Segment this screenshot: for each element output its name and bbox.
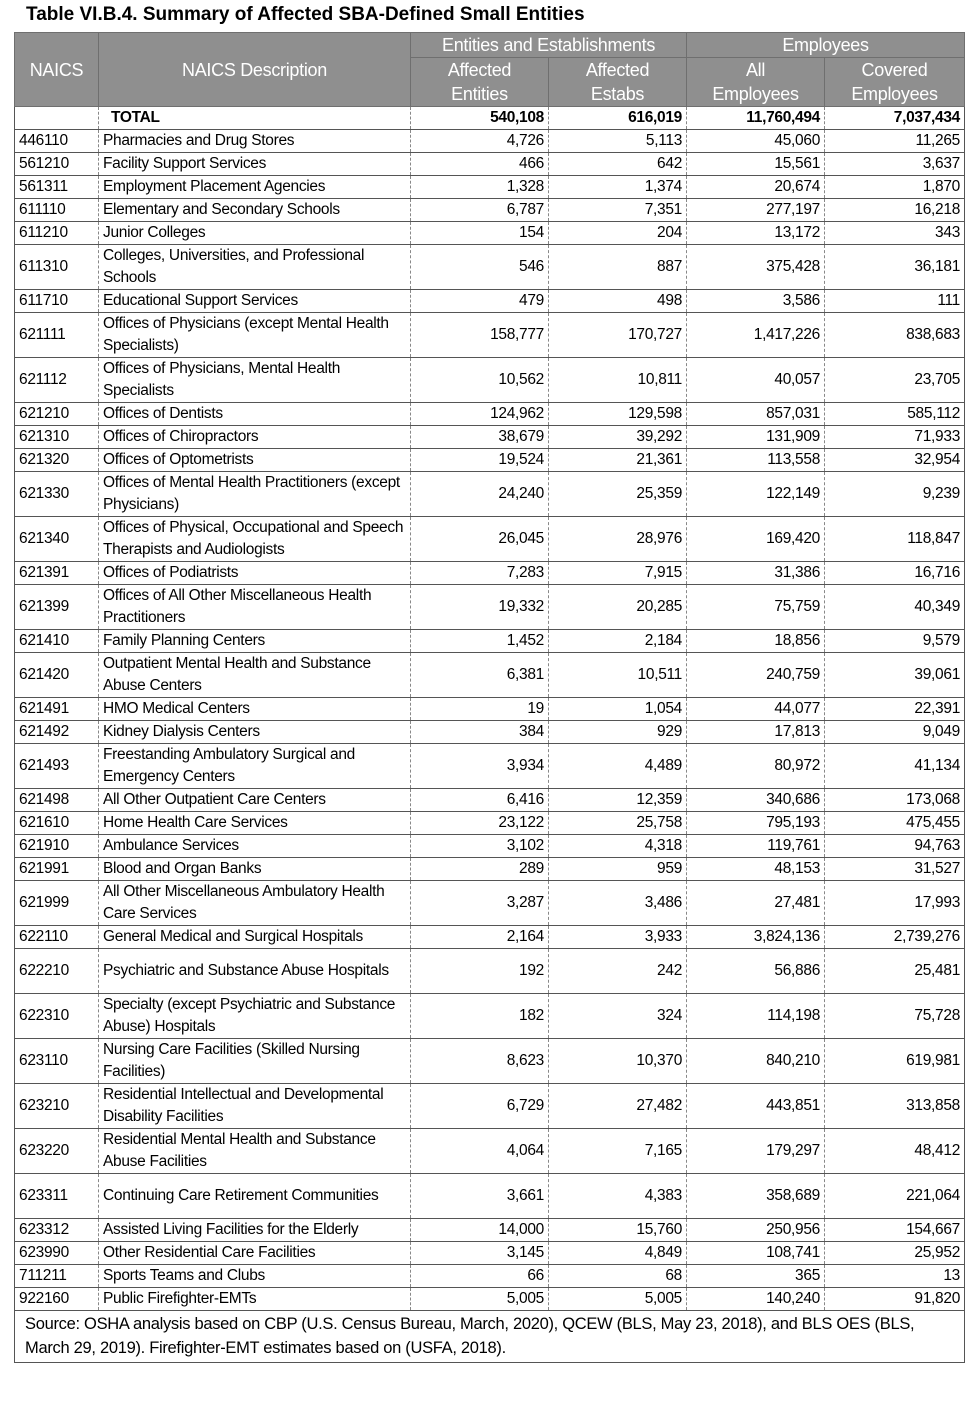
affected-entities: 3,661 bbox=[411, 1174, 549, 1219]
all-employees: 340,686 bbox=[687, 789, 825, 812]
covered-employees: 118,847 bbox=[825, 517, 965, 562]
covered-employees: 36,181 bbox=[825, 245, 965, 290]
affected-entities: 384 bbox=[411, 721, 549, 744]
covered-employees: 32,954 bbox=[825, 449, 965, 472]
header-naics-description: NAICS Description bbox=[99, 33, 411, 107]
table-row bbox=[15, 1129, 965, 1174]
table-row bbox=[15, 130, 965, 153]
affected-estabs: 959 bbox=[549, 858, 687, 881]
table-row bbox=[15, 199, 965, 222]
covered-employees: 154,667 bbox=[825, 1219, 965, 1242]
affected-estabs: 5,005 bbox=[549, 1288, 687, 1311]
covered-employees: 3,637 bbox=[825, 153, 965, 176]
naics-description: Family Planning Centers bbox=[99, 630, 411, 653]
affected-estabs: 4,383 bbox=[549, 1174, 687, 1219]
naics-description: Elementary and Secondary Schools bbox=[99, 199, 411, 222]
all-employees: 44,077 bbox=[687, 698, 825, 721]
table-row bbox=[15, 1174, 965, 1219]
naics-code: 621112 bbox=[15, 358, 99, 403]
table-row bbox=[15, 835, 965, 858]
total-label: TOTAL bbox=[99, 107, 411, 130]
naics-description: Residential Mental Health and Substance Abuse Facilities bbox=[99, 1129, 411, 1174]
naics-code: 621999 bbox=[15, 881, 99, 926]
naics-description: Sports Teams and Clubs bbox=[99, 1265, 411, 1288]
naics-code: 611310 bbox=[15, 245, 99, 290]
table-row bbox=[15, 403, 965, 426]
naics-description: Public Firefighter-EMTs bbox=[99, 1288, 411, 1311]
affected-estabs: 7,915 bbox=[549, 562, 687, 585]
naics-code: 611210 bbox=[15, 222, 99, 245]
affected-estabs: 242 bbox=[549, 949, 687, 994]
naics-code: 623990 bbox=[15, 1242, 99, 1265]
all-employees: 131,909 bbox=[687, 426, 825, 449]
affected-entities: 24,240 bbox=[411, 472, 549, 517]
naics-description: Offices of Podiatrists bbox=[99, 562, 411, 585]
naics-code: 623110 bbox=[15, 1039, 99, 1084]
affected-estabs: 28,976 bbox=[549, 517, 687, 562]
table-row bbox=[15, 881, 965, 926]
all-employees: 840,210 bbox=[687, 1039, 825, 1084]
naics-code: 621491 bbox=[15, 698, 99, 721]
affected-estabs: 4,489 bbox=[549, 744, 687, 789]
naics-code: 621420 bbox=[15, 653, 99, 698]
affected-entities: 3,287 bbox=[411, 881, 549, 926]
affected-entities: 26,045 bbox=[411, 517, 549, 562]
affected-entities: 1,452 bbox=[411, 630, 549, 653]
naics-code: 621610 bbox=[15, 812, 99, 835]
affected-entities: 4,726 bbox=[411, 130, 549, 153]
naics-code: 623220 bbox=[15, 1129, 99, 1174]
affected-entities: 3,934 bbox=[411, 744, 549, 789]
naics-description: Continuing Care Retirement Communities bbox=[99, 1174, 411, 1219]
table-row bbox=[15, 245, 965, 290]
all-employees: 1,417,226 bbox=[687, 313, 825, 358]
naics-code: 622310 bbox=[15, 994, 99, 1039]
affected-estabs: 27,482 bbox=[549, 1084, 687, 1129]
affected-entities: 289 bbox=[411, 858, 549, 881]
naics-code: 621910 bbox=[15, 835, 99, 858]
covered-employees: 22,391 bbox=[825, 698, 965, 721]
affected-entities: 6,416 bbox=[411, 789, 549, 812]
table-row bbox=[15, 222, 965, 245]
all-employees: 27,481 bbox=[687, 881, 825, 926]
covered-employees: 23,705 bbox=[825, 358, 965, 403]
all-employees: 113,558 bbox=[687, 449, 825, 472]
naics-code: 621498 bbox=[15, 789, 99, 812]
header-all-employees-line1: All bbox=[687, 58, 825, 83]
table-row bbox=[15, 585, 965, 630]
covered-employees: 13 bbox=[825, 1265, 965, 1288]
table-row bbox=[15, 1288, 965, 1311]
affected-estabs: 2,184 bbox=[549, 630, 687, 653]
all-employees: 20,674 bbox=[687, 176, 825, 199]
naics-description: HMO Medical Centers bbox=[99, 698, 411, 721]
naics-description: Specialty (except Psychiatric and Substance Abuse) Hospitals bbox=[99, 994, 411, 1039]
naics-code: 561311 bbox=[15, 176, 99, 199]
table-row bbox=[15, 1084, 965, 1129]
naics-description: Offices of Physicians (except Mental Health Specialists) bbox=[99, 313, 411, 358]
affected-estabs: 3,486 bbox=[549, 881, 687, 926]
table-row bbox=[15, 1219, 965, 1242]
affected-entities: 1,328 bbox=[411, 176, 549, 199]
affected-entities: 479 bbox=[411, 290, 549, 313]
all-employees: 119,761 bbox=[687, 835, 825, 858]
naics-code: 922160 bbox=[15, 1288, 99, 1311]
header-affected-entities-line2: Entities bbox=[411, 82, 549, 107]
affected-estabs: 12,359 bbox=[549, 789, 687, 812]
table-row bbox=[15, 812, 965, 835]
covered-employees: 111 bbox=[825, 290, 965, 313]
naics-code: 621493 bbox=[15, 744, 99, 789]
naics-code: 621410 bbox=[15, 630, 99, 653]
covered-employees: 2,739,276 bbox=[825, 926, 965, 949]
table-row bbox=[15, 426, 965, 449]
affected-estabs: 25,359 bbox=[549, 472, 687, 517]
affected-entities: 158,777 bbox=[411, 313, 549, 358]
naics-code: 621330 bbox=[15, 472, 99, 517]
total-estabs: 616,019 bbox=[549, 107, 687, 130]
table-row bbox=[15, 358, 965, 403]
affected-estabs: 20,285 bbox=[549, 585, 687, 630]
all-employees: 140,240 bbox=[687, 1288, 825, 1311]
affected-estabs: 1,374 bbox=[549, 176, 687, 199]
naics-description: Junior Colleges bbox=[99, 222, 411, 245]
covered-employees: 221,064 bbox=[825, 1174, 965, 1219]
affected-estabs: 129,598 bbox=[549, 403, 687, 426]
covered-employees: 16,218 bbox=[825, 199, 965, 222]
table-row bbox=[15, 472, 965, 517]
covered-employees: 9,579 bbox=[825, 630, 965, 653]
affected-entities: 38,679 bbox=[411, 426, 549, 449]
summary-table bbox=[14, 32, 965, 1363]
affected-estabs: 5,113 bbox=[549, 130, 687, 153]
table-body bbox=[15, 107, 965, 1311]
table-row bbox=[15, 517, 965, 562]
affected-entities: 7,283 bbox=[411, 562, 549, 585]
source-note: Source: OSHA analysis based on CBP (U.S. Census Bureau, March, 2020), QCEW (BLS, May 23, 2018), and BLS OES (BLS, March 29, 2019). Firefighter-EMT estimates based on (USFA, 2018). bbox=[15, 1311, 965, 1363]
affected-estabs: 929 bbox=[549, 721, 687, 744]
naics-code: 561210 bbox=[15, 153, 99, 176]
affected-entities: 182 bbox=[411, 994, 549, 1039]
table-row bbox=[15, 313, 965, 358]
affected-entities: 23,122 bbox=[411, 812, 549, 835]
all-employees: 795,193 bbox=[687, 812, 825, 835]
all-employees: 48,153 bbox=[687, 858, 825, 881]
naics-code: 621391 bbox=[15, 562, 99, 585]
naics-code: 622110 bbox=[15, 926, 99, 949]
table-row bbox=[15, 698, 965, 721]
affected-estabs: 204 bbox=[549, 222, 687, 245]
total-entities: 540,108 bbox=[411, 107, 549, 130]
affected-entities: 3,145 bbox=[411, 1242, 549, 1265]
all-employees: 108,741 bbox=[687, 1242, 825, 1265]
naics-description: Offices of Mental Health Practitioners (except Physicians) bbox=[99, 472, 411, 517]
table-row bbox=[15, 290, 965, 313]
covered-employees: 48,412 bbox=[825, 1129, 965, 1174]
affected-estabs: 4,318 bbox=[549, 835, 687, 858]
all-employees: 169,420 bbox=[687, 517, 825, 562]
all-employees: 80,972 bbox=[687, 744, 825, 789]
covered-employees: 313,858 bbox=[825, 1084, 965, 1129]
header-affected-estabs-line1: Affected bbox=[549, 58, 687, 83]
naics-description: Offices of All Other Miscellaneous Health Practitioners bbox=[99, 585, 411, 630]
header-all-employees-line2: Employees bbox=[687, 82, 825, 107]
affected-estabs: 170,727 bbox=[549, 313, 687, 358]
covered-employees: 1,870 bbox=[825, 176, 965, 199]
naics-code: 446110 bbox=[15, 130, 99, 153]
naics-description: Offices of Dentists bbox=[99, 403, 411, 426]
table-row bbox=[15, 1242, 965, 1265]
covered-employees: 71,933 bbox=[825, 426, 965, 449]
naics-description: Nursing Care Facilities (Skilled Nursing Facilities) bbox=[99, 1039, 411, 1084]
affected-entities: 14,000 bbox=[411, 1219, 549, 1242]
all-employees: 75,759 bbox=[687, 585, 825, 630]
affected-entities: 3,102 bbox=[411, 835, 549, 858]
naics-description: Outpatient Mental Health and Substance Abuse Centers bbox=[99, 653, 411, 698]
covered-employees: 16,716 bbox=[825, 562, 965, 585]
covered-employees: 619,981 bbox=[825, 1039, 965, 1084]
naics-description: All Other Miscellaneous Ambulatory Health Care Services bbox=[99, 881, 411, 926]
table-row bbox=[15, 1039, 965, 1084]
affected-entities: 19,332 bbox=[411, 585, 549, 630]
affected-estabs: 4,849 bbox=[549, 1242, 687, 1265]
affected-entities: 124,962 bbox=[411, 403, 549, 426]
all-employees: 240,759 bbox=[687, 653, 825, 698]
affected-estabs: 10,511 bbox=[549, 653, 687, 698]
covered-employees: 838,683 bbox=[825, 313, 965, 358]
affected-estabs: 15,760 bbox=[549, 1219, 687, 1242]
all-employees: 3,824,136 bbox=[687, 926, 825, 949]
all-employees: 18,856 bbox=[687, 630, 825, 653]
all-employees: 250,956 bbox=[687, 1219, 825, 1242]
covered-employees: 17,993 bbox=[825, 881, 965, 926]
naics-description: Kidney Dialysis Centers bbox=[99, 721, 411, 744]
table-row bbox=[15, 789, 965, 812]
header-group-employees: Employees bbox=[687, 33, 965, 58]
affected-estabs: 3,933 bbox=[549, 926, 687, 949]
covered-employees: 9,239 bbox=[825, 472, 965, 517]
all-employees: 15,561 bbox=[687, 153, 825, 176]
naics-description: Pharmacies and Drug Stores bbox=[99, 130, 411, 153]
table-row bbox=[15, 744, 965, 789]
naics-description: All Other Outpatient Care Centers bbox=[99, 789, 411, 812]
table-row bbox=[15, 562, 965, 585]
affected-entities: 6,787 bbox=[411, 199, 549, 222]
covered-employees: 31,527 bbox=[825, 858, 965, 881]
naics-code: 621340 bbox=[15, 517, 99, 562]
naics-description: Facility Support Services bbox=[99, 153, 411, 176]
naics-description: Freestanding Ambulatory Surgical and Emergency Centers bbox=[99, 744, 411, 789]
table-row bbox=[15, 858, 965, 881]
all-employees: 56,886 bbox=[687, 949, 825, 994]
naics-code: 621399 bbox=[15, 585, 99, 630]
header-covered-employees-line2: Employees bbox=[825, 82, 965, 107]
all-employees: 3,586 bbox=[687, 290, 825, 313]
total-all-employees: 11,760,494 bbox=[687, 107, 825, 130]
all-employees: 375,428 bbox=[687, 245, 825, 290]
affected-estabs: 7,351 bbox=[549, 199, 687, 222]
affected-entities: 6,729 bbox=[411, 1084, 549, 1129]
all-employees: 179,297 bbox=[687, 1129, 825, 1174]
covered-employees: 91,820 bbox=[825, 1288, 965, 1311]
table-row bbox=[15, 449, 965, 472]
affected-estabs: 887 bbox=[549, 245, 687, 290]
naics-code: 611710 bbox=[15, 290, 99, 313]
naics-description: Offices of Chiropractors bbox=[99, 426, 411, 449]
affected-entities: 66 bbox=[411, 1265, 549, 1288]
affected-estabs: 7,165 bbox=[549, 1129, 687, 1174]
naics-description: Colleges, Universities, and Professional Schools bbox=[99, 245, 411, 290]
affected-estabs: 324 bbox=[549, 994, 687, 1039]
naics-code: 623311 bbox=[15, 1174, 99, 1219]
all-employees: 443,851 bbox=[687, 1084, 825, 1129]
table-row bbox=[15, 721, 965, 744]
all-employees: 45,060 bbox=[687, 130, 825, 153]
covered-employees: 9,049 bbox=[825, 721, 965, 744]
header-covered-employees-line1: Covered bbox=[825, 58, 965, 83]
naics-description: Psychiatric and Substance Abuse Hospitals bbox=[99, 949, 411, 994]
naics-description: Offices of Physicians, Mental Health Specialists bbox=[99, 358, 411, 403]
affected-entities: 10,562 bbox=[411, 358, 549, 403]
table-title: Table VI.B.4. Summary of Affected SBA-Defined Small Entities bbox=[26, 4, 585, 25]
covered-employees: 11,265 bbox=[825, 130, 965, 153]
affected-entities: 19,524 bbox=[411, 449, 549, 472]
affected-estabs: 642 bbox=[549, 153, 687, 176]
all-employees: 40,057 bbox=[687, 358, 825, 403]
affected-entities: 466 bbox=[411, 153, 549, 176]
affected-entities: 8,623 bbox=[411, 1039, 549, 1084]
covered-employees: 475,455 bbox=[825, 812, 965, 835]
naics-description: Blood and Organ Banks bbox=[99, 858, 411, 881]
covered-employees: 94,763 bbox=[825, 835, 965, 858]
table-row bbox=[15, 153, 965, 176]
table-row bbox=[15, 994, 965, 1039]
covered-employees: 75,728 bbox=[825, 994, 965, 1039]
affected-estabs: 68 bbox=[549, 1265, 687, 1288]
header-naics: NAICS bbox=[15, 33, 99, 107]
covered-employees: 41,134 bbox=[825, 744, 965, 789]
covered-employees: 173,068 bbox=[825, 789, 965, 812]
naics-code: 621492 bbox=[15, 721, 99, 744]
affected-estabs: 10,370 bbox=[549, 1039, 687, 1084]
affected-entities: 6,381 bbox=[411, 653, 549, 698]
naics-description: Educational Support Services bbox=[99, 290, 411, 313]
table-row bbox=[15, 653, 965, 698]
affected-entities: 546 bbox=[411, 245, 549, 290]
all-employees: 17,813 bbox=[687, 721, 825, 744]
affected-estabs: 10,811 bbox=[549, 358, 687, 403]
naics-code: 621111 bbox=[15, 313, 99, 358]
naics-code: 711211 bbox=[15, 1265, 99, 1288]
covered-employees: 39,061 bbox=[825, 653, 965, 698]
naics-code: 623210 bbox=[15, 1084, 99, 1129]
naics-description: Home Health Care Services bbox=[99, 812, 411, 835]
header-affected-estabs-line2: Estabs bbox=[549, 82, 687, 107]
naics-description: Residential Intellectual and Developmental Disability Facilities bbox=[99, 1084, 411, 1129]
affected-estabs: 25,758 bbox=[549, 812, 687, 835]
naics-description: Ambulance Services bbox=[99, 835, 411, 858]
naics-description: Other Residential Care Facilities bbox=[99, 1242, 411, 1265]
covered-employees: 25,481 bbox=[825, 949, 965, 994]
total-naics bbox=[15, 107, 99, 130]
covered-employees: 40,349 bbox=[825, 585, 965, 630]
table-row bbox=[15, 926, 965, 949]
all-employees: 31,386 bbox=[687, 562, 825, 585]
affected-entities: 154 bbox=[411, 222, 549, 245]
covered-employees: 585,112 bbox=[825, 403, 965, 426]
all-employees: 13,172 bbox=[687, 222, 825, 245]
affected-entities: 5,005 bbox=[411, 1288, 549, 1311]
table-row bbox=[15, 1265, 965, 1288]
total-covered-employees: 7,037,434 bbox=[825, 107, 965, 130]
affected-entities: 19 bbox=[411, 698, 549, 721]
affected-estabs: 21,361 bbox=[549, 449, 687, 472]
naics-description: Offices of Physical, Occupational and Speech Therapists and Audiologists bbox=[99, 517, 411, 562]
total-row bbox=[15, 107, 965, 130]
naics-description: Assisted Living Facilities for the Elderly bbox=[99, 1219, 411, 1242]
affected-entities: 192 bbox=[411, 949, 549, 994]
affected-estabs: 1,054 bbox=[549, 698, 687, 721]
naics-code: 611110 bbox=[15, 199, 99, 222]
naics-code: 622210 bbox=[15, 949, 99, 994]
all-employees: 365 bbox=[687, 1265, 825, 1288]
affected-entities: 4,064 bbox=[411, 1129, 549, 1174]
all-employees: 114,198 bbox=[687, 994, 825, 1039]
naics-code: 621320 bbox=[15, 449, 99, 472]
naics-description: Employment Placement Agencies bbox=[99, 176, 411, 199]
affected-entities: 2,164 bbox=[411, 926, 549, 949]
all-employees: 857,031 bbox=[687, 403, 825, 426]
covered-employees: 25,952 bbox=[825, 1242, 965, 1265]
all-employees: 358,689 bbox=[687, 1174, 825, 1219]
covered-employees: 343 bbox=[825, 222, 965, 245]
naics-code: 621310 bbox=[15, 426, 99, 449]
affected-estabs: 39,292 bbox=[549, 426, 687, 449]
table-row bbox=[15, 630, 965, 653]
naics-code: 621210 bbox=[15, 403, 99, 426]
all-employees: 277,197 bbox=[687, 199, 825, 222]
header-affected-entities-line1: Affected bbox=[411, 58, 549, 83]
naics-description: Offices of Optometrists bbox=[99, 449, 411, 472]
affected-estabs: 498 bbox=[549, 290, 687, 313]
all-employees: 122,149 bbox=[687, 472, 825, 517]
table-row bbox=[15, 949, 965, 994]
naics-code: 623312 bbox=[15, 1219, 99, 1242]
naics-description: General Medical and Surgical Hospitals bbox=[99, 926, 411, 949]
naics-code: 621991 bbox=[15, 858, 99, 881]
header-group-entities: Entities and Establishments bbox=[411, 33, 687, 58]
table-row bbox=[15, 176, 965, 199]
